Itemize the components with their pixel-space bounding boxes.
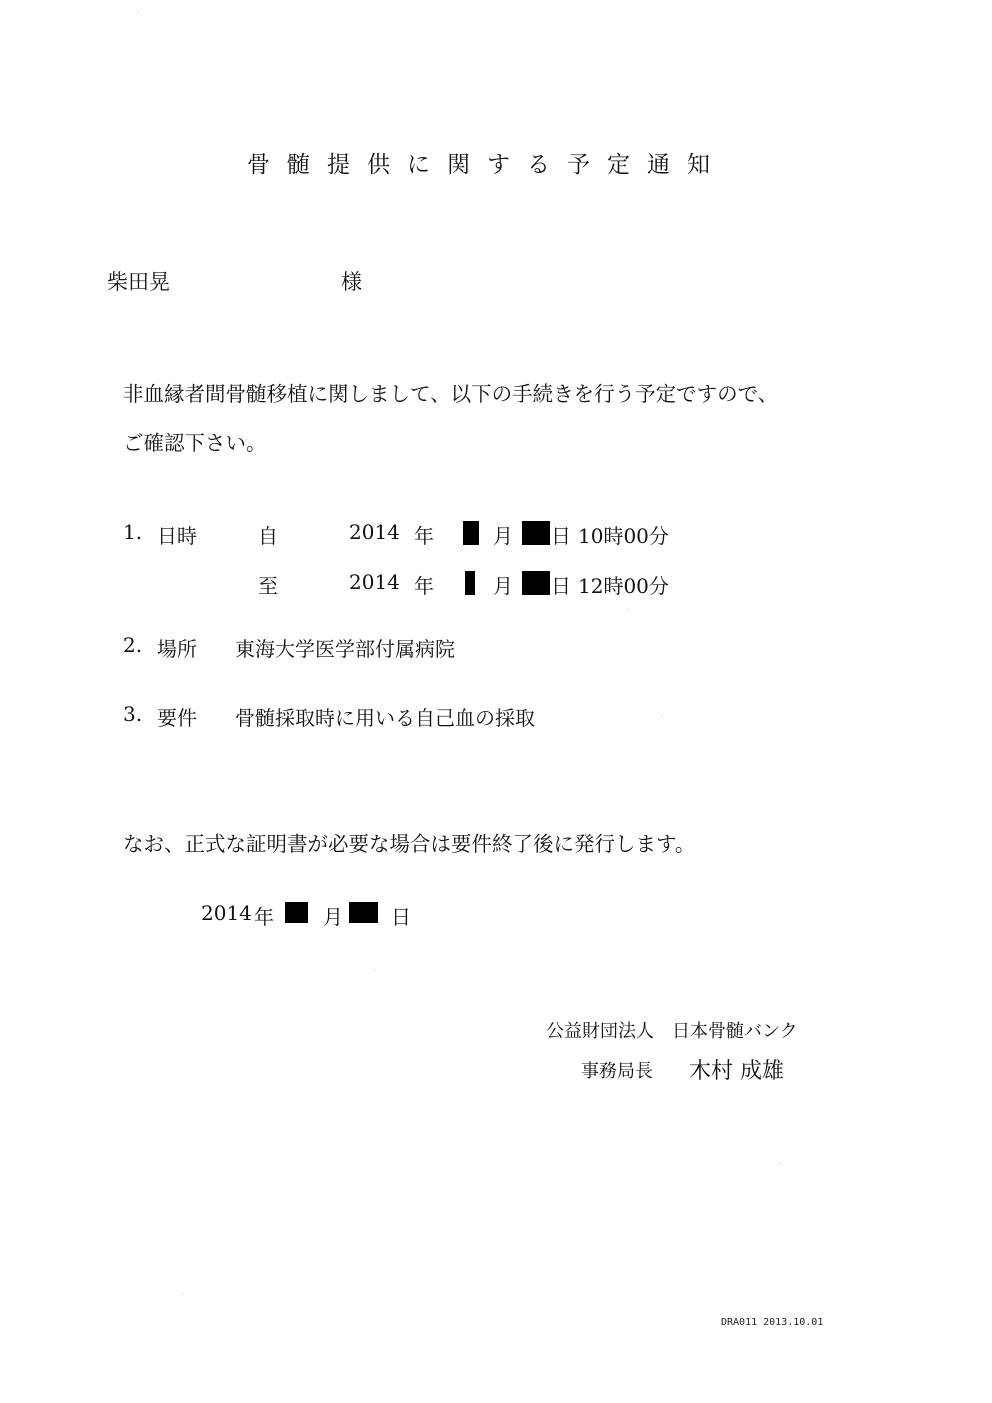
from-month-unit: 月: [493, 524, 513, 548]
body-line-2: ご確認下さい。: [123, 431, 267, 455]
scan-speck: [181, 1293, 182, 1294]
to-day-unit: 日: [551, 574, 571, 598]
place-value: 東海大学医学部付属病院: [235, 637, 455, 661]
issue-year: 2014: [201, 901, 252, 925]
recipient-name: 柴田晃: [107, 270, 170, 294]
item-2-label: 場所: [157, 637, 197, 661]
issue-month-redaction: [285, 902, 308, 923]
to-time: 12時00分: [578, 574, 669, 598]
from-year: 2014: [349, 520, 400, 544]
from-month-redaction: [463, 521, 479, 545]
item-1-number: 1.: [123, 520, 143, 544]
signature-organization: 公益財団法人 日本骨髄バンク: [546, 1021, 798, 1042]
to-month-redaction: [465, 571, 475, 595]
issue-day-unit: 日: [391, 905, 411, 929]
from-day-redaction: [522, 521, 550, 545]
scan-speck: [627, 609, 628, 610]
from-label: 自: [258, 524, 278, 548]
to-year: 2014: [349, 570, 400, 594]
body-line-1: 非血縁者間骨髄移植に関しまして、以下の手続きを行う予定ですので、: [123, 382, 779, 406]
scan-speck: [661, 716, 662, 717]
recipient-honorific: 様: [341, 270, 362, 294]
footer-form-code: DRA011 2013.10.01: [721, 1317, 824, 1328]
item-3-number: 3.: [123, 702, 143, 726]
item-2-number: 2.: [123, 633, 143, 657]
from-time: 10時00分: [578, 524, 669, 548]
scan-speck: [373, 970, 374, 971]
to-month-unit: 月: [493, 574, 513, 598]
note-text: なお、正式な証明書が必要な場合は要件終了後に発行します。: [123, 832, 696, 856]
item-1-label: 日時: [157, 524, 197, 548]
issue-year-unit: 年: [254, 905, 274, 929]
document-title: 骨髄提供に関する予定通知: [247, 152, 727, 178]
issue-day-redaction: [349, 902, 378, 923]
scan-speck: [779, 1163, 780, 1164]
to-day-redaction: [522, 571, 550, 595]
from-year-unit: 年: [414, 524, 434, 548]
to-year-unit: 年: [414, 574, 434, 598]
issue-month-unit: 月: [323, 905, 343, 929]
scan-speck: [138, 12, 139, 13]
from-day-unit: 日: [551, 524, 571, 548]
signature-role: 事務局長: [581, 1061, 653, 1082]
item-3-label: 要件: [157, 706, 197, 730]
signature-name: 木村 成雄: [689, 1059, 784, 1084]
to-label: 至: [258, 574, 278, 598]
purpose-value: 骨髄採取時に用いる自己血の採取: [235, 706, 535, 730]
